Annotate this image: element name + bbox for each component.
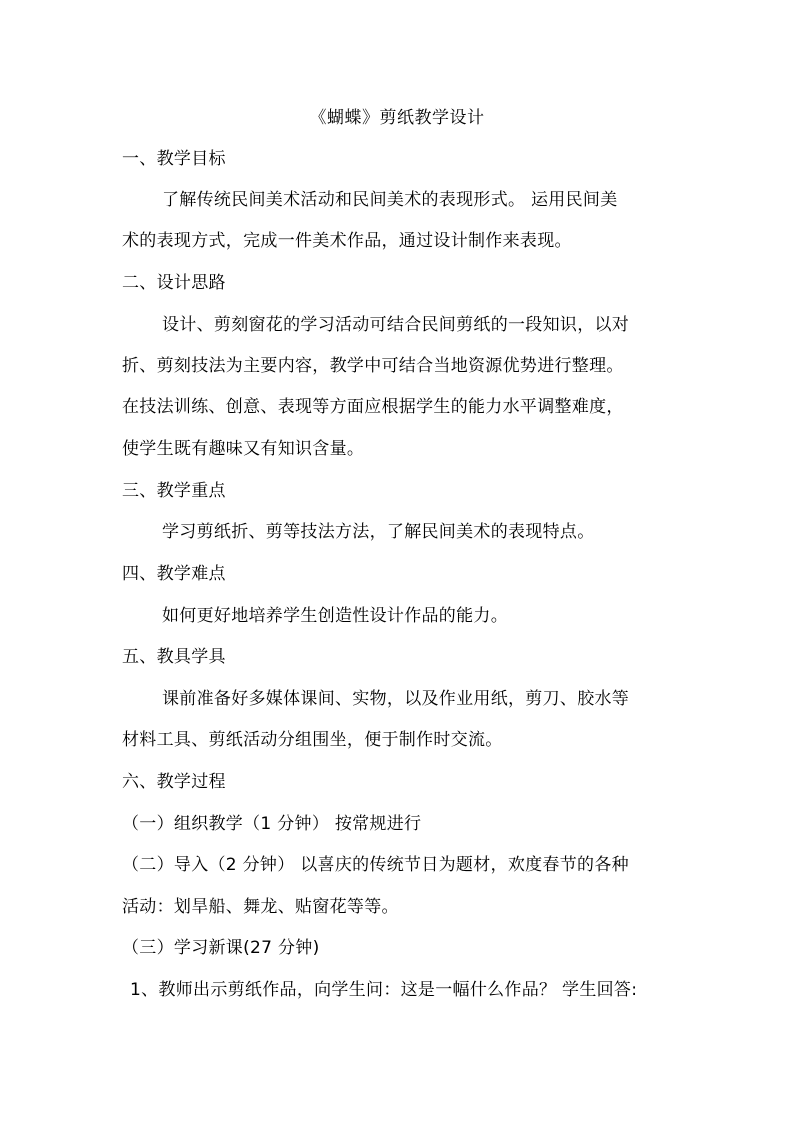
section-heading-design-idea: 二、设计思路 [122,273,226,293]
paragraph-line: （三）学习新课(27 分钟) [122,938,320,958]
paragraph-line: 如何更好地培养学生创造性设计作品的能力。 [162,606,508,626]
paragraph-line: 术的表现方式，完成一件美术作品，通过设计制作来表现。 [122,231,572,251]
paragraph-line: 在技法训练、创意、表现等方面应根据学生的能力水平调整难度， [122,397,624,417]
section-heading-objectives: 一、教学目标 [122,149,226,169]
paragraph-line: 折、剪刻技法为主要内容，教学中可结合当地资源优势进行整理。 [122,356,624,376]
document-title: 《蝴蝶》剪纸教学设计 [309,108,485,128]
paragraph-line: 学习剪纸折、剪等技法方法，了解民间美术的表现特点。 [162,522,595,542]
paragraph-line: 活动：划旱船、舞龙、贴窗花等等。 [122,897,399,917]
paragraph-line: 材料工具、剪纸活动分组围坐，便于制作时交流。 [122,730,503,750]
section-heading-key-points: 三、教学重点 [122,481,226,501]
paragraph-line: 1、教师出示剪纸作品，向学生问：这是一幅什么作品？ 学生回答: [130,980,638,1000]
paragraph-line: 设计、剪刻窗花的学习活动可结合民间剪纸的一段知识，以对 [162,315,630,335]
paragraph-line: 了解传统民间美术活动和民间美术的表现形式。 运用民间美 [162,190,618,210]
section-heading-teaching-aids: 五、教具学具 [122,647,226,667]
section-heading-difficulties: 四、教学难点 [122,564,226,584]
section-heading-process: 六、教学过程 [122,772,226,792]
paragraph-line: 使学生既有趣味又有知识含量。 [122,439,365,459]
paragraph-line: （二）导入（2 分钟） 以喜庆的传统节日为题材，欢度春节的各种 [122,855,629,875]
paragraph-line: 课前准备好多媒体课间、实物，以及作业用纸，剪刀、胶水等 [162,689,630,709]
paragraph-line: （一）组织教学（1 分钟） 按常规进行 [122,814,422,834]
